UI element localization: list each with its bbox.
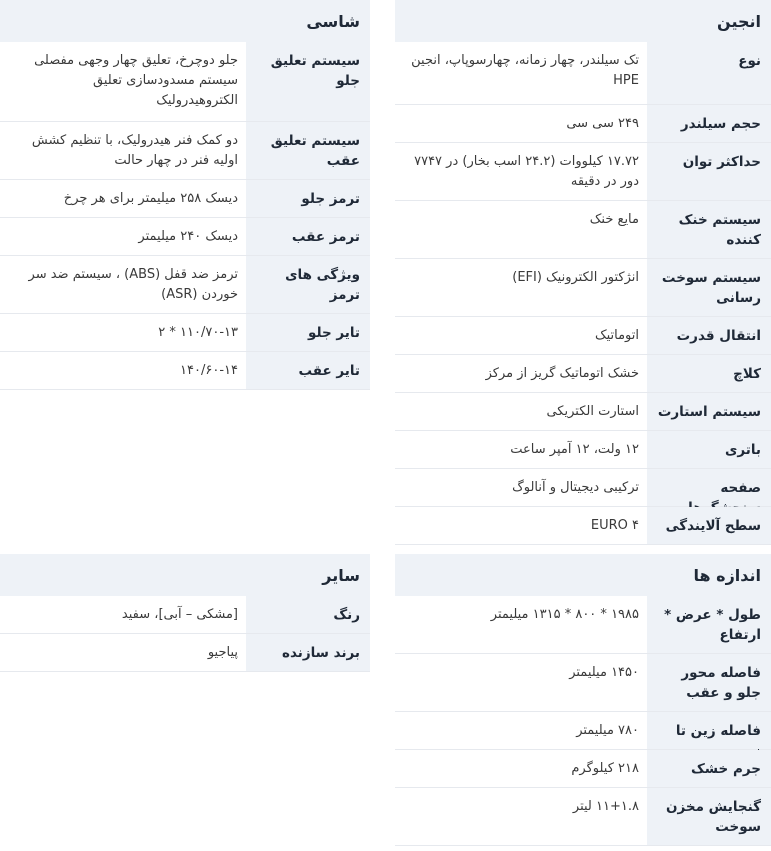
spec-label: گنجایش مخزن سوخت: [647, 788, 771, 845]
spec-label: فاصله زین تا: [647, 712, 771, 749]
spec-row: [0, 596, 370, 634]
spec-value: ۲۴۹ سی سی: [566, 116, 639, 131]
spec-value: دو کمک فنر هیدرولیک، با تنظیم کشش اولیه فنر در چهار حالت: [31, 133, 238, 168]
spec-label: باتری: [647, 431, 771, 468]
spec-value: [مشکی – آبی]، سفید: [121, 607, 238, 622]
spec-value: دیسک ۲۴۰ میلیمتر: [138, 229, 238, 244]
chassis-section: [0, 0, 370, 390]
spec-label: انتقال قدرت: [647, 317, 771, 354]
spec-row: [395, 317, 771, 355]
spec-label: طول * عرض * ارتفاع: [647, 596, 771, 653]
spec-value: استارت الکتریکی: [546, 404, 639, 419]
spec-row: [395, 355, 771, 393]
spec-value: EURO ۴: [590, 518, 639, 533]
spec-row: [395, 431, 771, 469]
spec-row: [395, 712, 771, 750]
section-title-other: سایر: [0, 554, 370, 596]
chassis-spec-table: [0, 42, 370, 390]
spec-label: سیستم تعلیق جلو: [246, 42, 370, 121]
spec-label: سیستم استارت: [647, 393, 771, 430]
spec-value: انژکتور الکترونیک (EFI): [512, 270, 639, 285]
spec-row: [395, 105, 771, 143]
spec-row: [395, 143, 771, 201]
spec-row: [395, 654, 771, 712]
spec-value: ۲۱۸ کیلوگرم: [571, 761, 639, 776]
spec-value: ۱۹۸۵ * ۸۰۰ * ۱۳۱۵ میلیمتر: [490, 607, 639, 622]
spec-value: ۱۴۵۰ میلیمتر: [569, 665, 639, 680]
spec-row: [395, 201, 771, 259]
spec-value: اتوماتیک: [594, 328, 639, 343]
engine-section: [395, 0, 771, 545]
spec-value: ترکیبی دیجیتال و آنالوگ: [512, 480, 639, 495]
spec-row: [395, 788, 771, 846]
spec-row: [0, 314, 370, 352]
spec-value: ۷۸۰ میلیمتر: [576, 723, 639, 738]
spec-label: ترمز جلو: [246, 180, 370, 217]
spec-value: ۱۴۰/۶۰-۱۴: [180, 363, 238, 378]
spec-row: [0, 42, 370, 122]
spec-value: ۱۱+۱.۸ لیتر: [572, 799, 639, 814]
spec-value: جلو دوچرخ، تعلیق چهار وجهی مفصلی سیستم مسدودسازی تعلیق الکتروهیدرولیک: [34, 53, 238, 108]
spec-value: دیسک ۲۵۸ میلیمتر برای هر چرخ: [63, 191, 238, 206]
spec-row: [395, 259, 771, 317]
section-title-chassis: شاسی: [0, 0, 370, 42]
spec-row: [395, 507, 771, 545]
dimensions-section: [395, 554, 771, 846]
spec-value: تک سیلندر، چهار زمانه، چهارسوپاپ، انجین HPE: [411, 53, 639, 88]
spec-row: [0, 256, 370, 314]
spec-label: جرم خشک: [647, 750, 771, 787]
spec-label: سیستم خنک کننده: [647, 201, 771, 258]
spec-value: ترمز ضد قفل (ABS) ، سیستم ضد سر خوردن (ASR): [28, 267, 238, 302]
spec-value: مایع خنک: [589, 212, 639, 227]
section-title-dimensions: اندازه ها: [395, 554, 771, 596]
spec-label: نوع: [647, 42, 771, 104]
spec-value: خشک اتوماتیک گریز از مرکز: [485, 366, 639, 381]
spec-label: سطح آلایندگی: [647, 507, 771, 544]
spec-row: [395, 596, 771, 654]
spec-label: فاصله محور جلو و عقب: [647, 654, 771, 711]
spec-row: [0, 180, 370, 218]
spec-label: رنگ: [246, 596, 370, 633]
spec-label: ترمز عقب: [246, 218, 370, 255]
other-spec-table: [0, 596, 370, 672]
spec-row: [395, 393, 771, 431]
spec-label: برند سازنده: [246, 634, 370, 671]
spec-label: تایر عقب: [246, 352, 370, 389]
spec-value: ۱۷.۷۲ کیلووات (۲۴.۲ اسب بخار) در ۷۷۴۷ دور در دقیقه: [414, 154, 639, 189]
engine-spec-table: [395, 42, 771, 545]
spec-label: حجم سیلندر: [647, 105, 771, 142]
spec-label: سیستم تعلیق عقب: [246, 122, 370, 179]
spec-label: تایر جلو: [246, 314, 370, 351]
spec-label: حداکثر توان: [647, 143, 771, 200]
spec-row: [0, 634, 370, 672]
spec-value: ۱۱۰/۷۰-۱۳ * ۲: [158, 325, 238, 340]
spec-value: ۱۲ ولت، ۱۲ آمپر ساعت: [510, 442, 639, 457]
spec-label: کلاچ: [647, 355, 771, 392]
spec-row: [0, 352, 370, 390]
spec-value: پیاجیو: [207, 645, 238, 660]
spec-row: [395, 42, 771, 105]
section-title-engine: انجین: [395, 0, 771, 42]
spec-label: سیستم سوخت رسانی: [647, 259, 771, 316]
spec-row: [0, 122, 370, 180]
dimensions-spec-table: [395, 596, 771, 846]
spec-row: [395, 469, 771, 507]
other-section: [0, 554, 370, 672]
spec-row: [395, 750, 771, 788]
spec-row: [0, 218, 370, 256]
spec-label: ویژگی های ترمز: [246, 256, 370, 313]
spec-label: صفحه: [647, 469, 771, 506]
